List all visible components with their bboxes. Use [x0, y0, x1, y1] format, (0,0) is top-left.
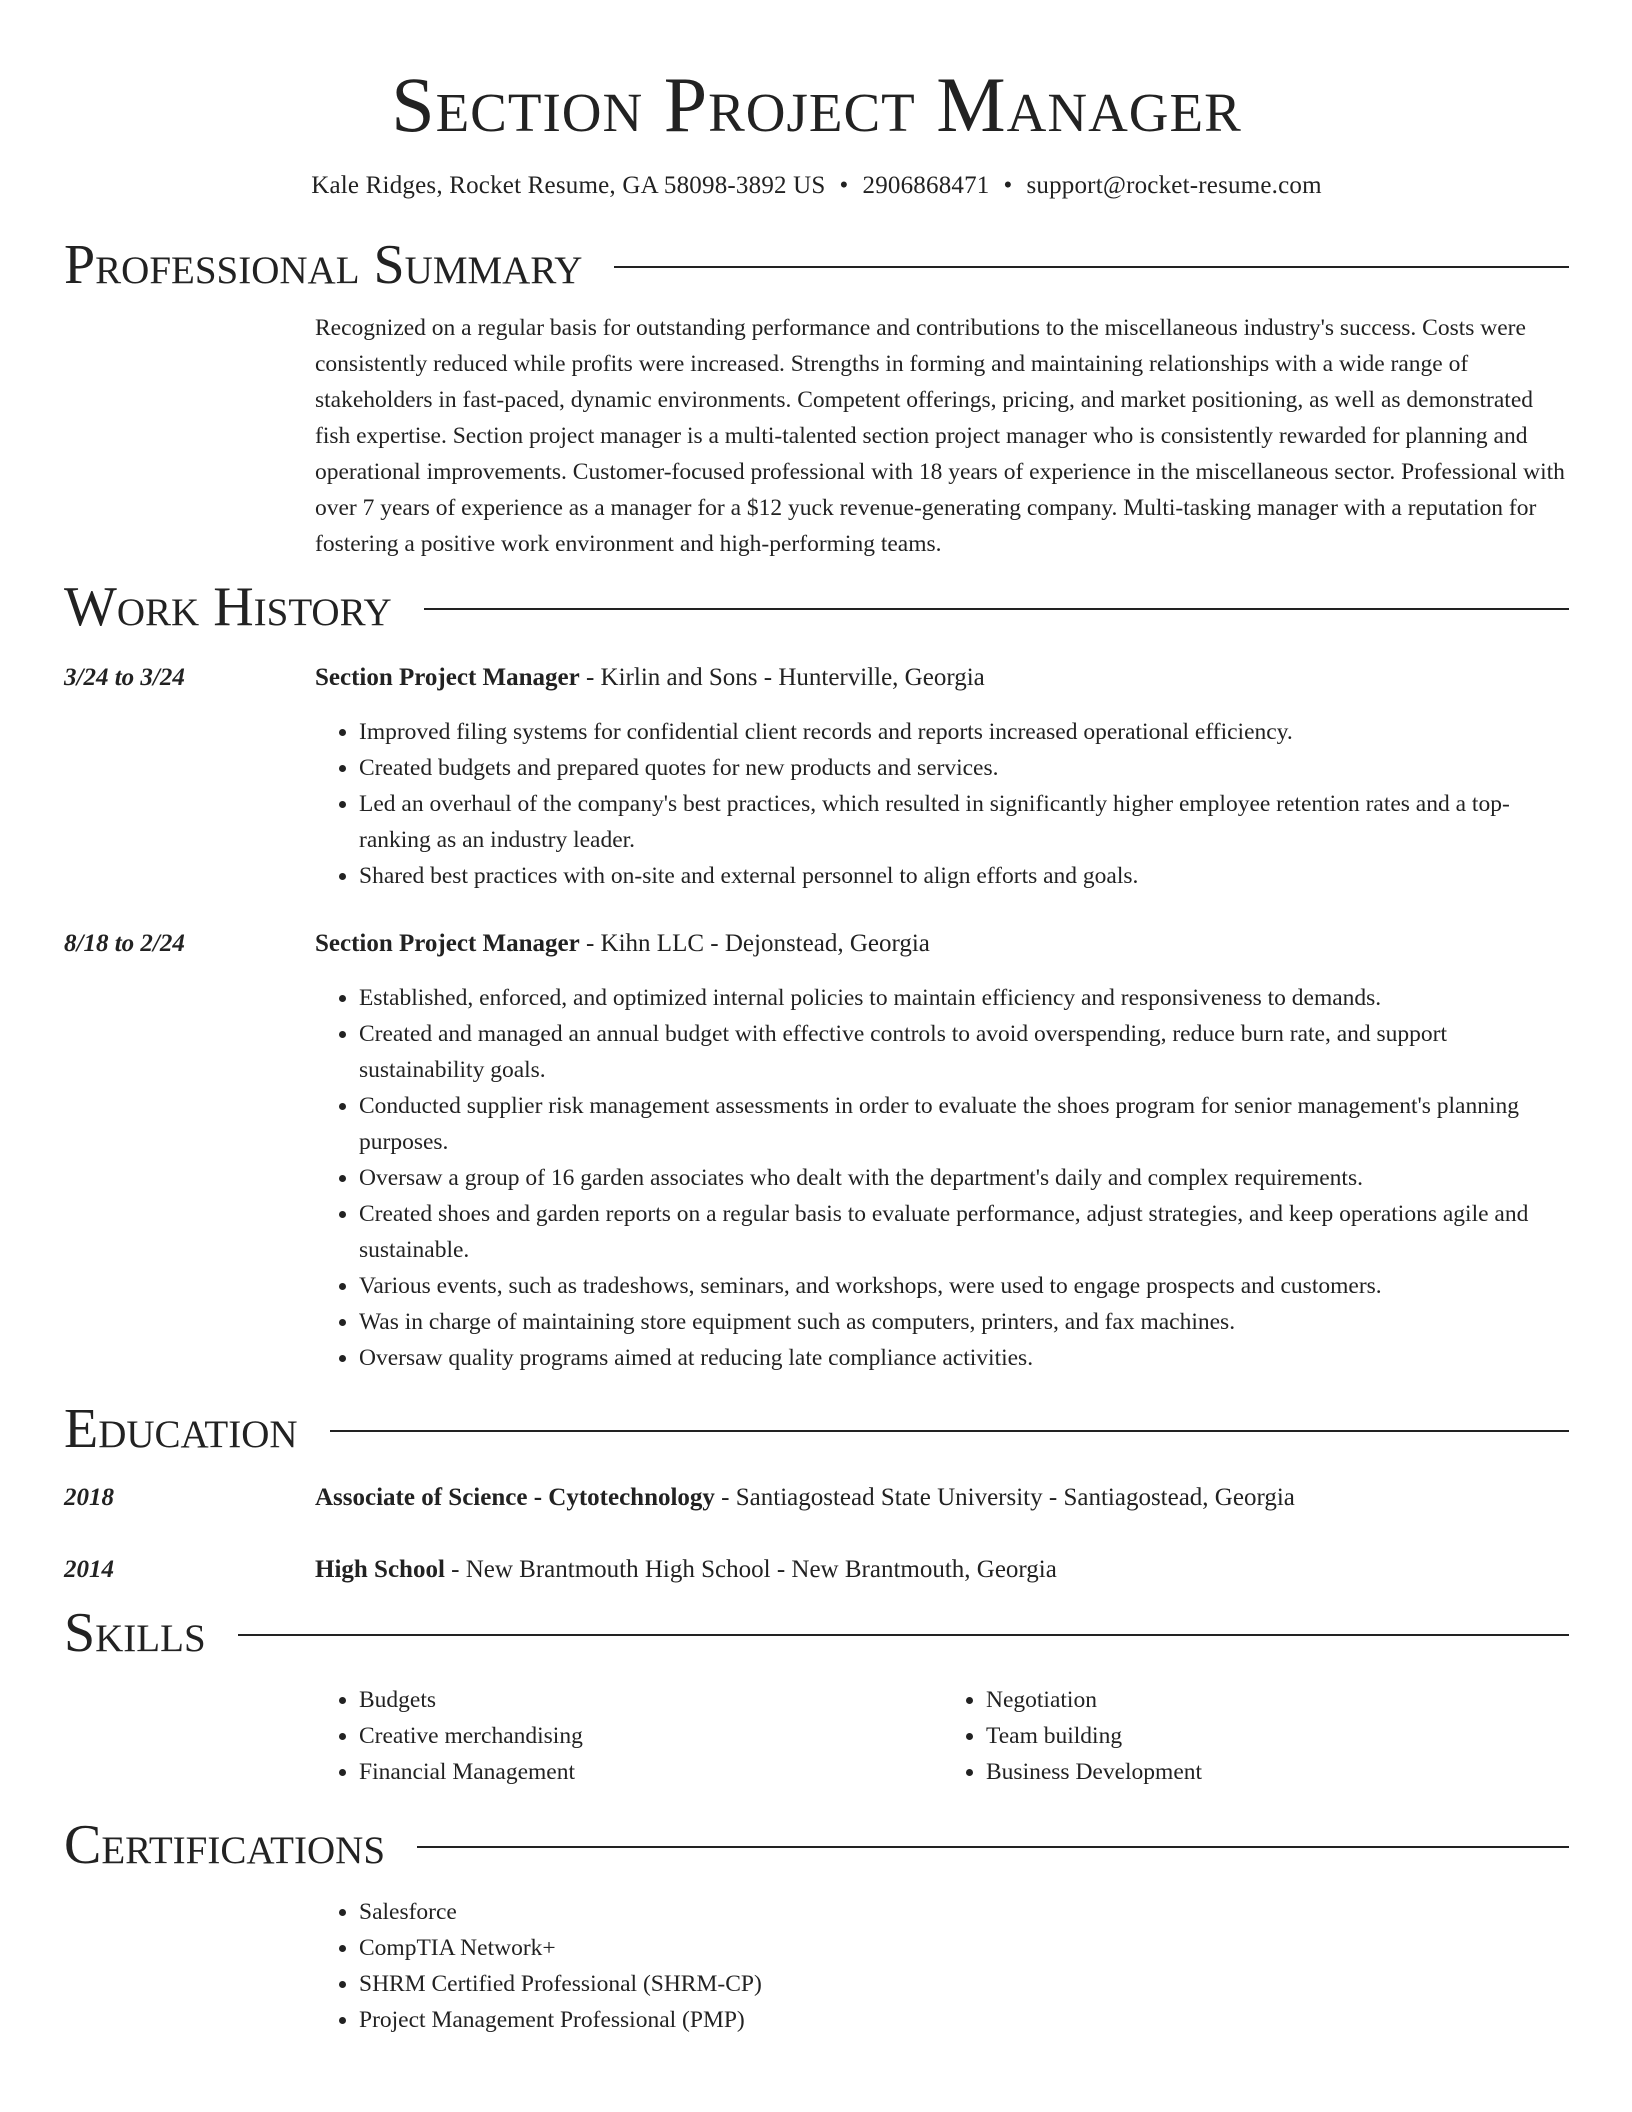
work-history-section-header [64, 574, 1569, 640]
contact-separator: • [839, 172, 849, 199]
certifications-row [64, 1894, 1569, 2038]
section-divider [614, 266, 1569, 268]
job-bullet: • Created shoes and garden reports on a regular basis to evaluate performance, adjust strategies, and keep operations agile and sustainable. [359, 1196, 1569, 1268]
job-heading [315, 660, 1569, 696]
job-bullet: • Created budgets and prepared quotes for new products and services. [359, 750, 1569, 786]
job-bullet: • Improved filing systems for confidential client records and reports increased operational efficiency. [359, 714, 1569, 750]
education-details [315, 1480, 1569, 1516]
summary-row [64, 310, 1569, 562]
education-entry [64, 1552, 1569, 1588]
certification-item: • Project Management Professional (PMP) [359, 2002, 1569, 2038]
skills-grid [315, 1682, 1569, 1790]
job-title: Section Project Manager [315, 664, 580, 691]
certifications-left-spacer [64, 1894, 315, 2038]
education-details [315, 1552, 1569, 1588]
job-dates: 3/24 to 3/24 [64, 664, 185, 691]
education-heading: Education [64, 1398, 298, 1460]
job-heading [315, 926, 1569, 962]
skills-section [64, 1600, 1569, 1790]
job-bullet: • Created and managed an annual budget with effective controls to avoid overspending, reduce burn rate, and support sustainability goals. [359, 1016, 1569, 1088]
education-heading-line [315, 1552, 1569, 1588]
job-bullet: • Conducted supplier risk management assessments in order to evaluate the shoes program for senior management's planning purposes. [359, 1088, 1569, 1160]
job-employer-location: - Kirlin and Sons - Hunterville, Georgia [579, 664, 985, 691]
job-bullet: • Was in charge of maintaining store equipment such as computers, printers, and fax machines. [359, 1304, 1569, 1340]
job-bullet: • Various events, such as tradeshows, seminars, and workshops, were used to engage prospects and customers. [359, 1268, 1569, 1304]
job-entry [64, 660, 1569, 894]
skill-item: • Creative merchandising [359, 1718, 942, 1754]
job-details [315, 660, 1569, 894]
certifications-section-header [64, 1812, 1569, 1878]
education-section [64, 1396, 1569, 1588]
education-entry [64, 1480, 1569, 1516]
skills-list-left [315, 1682, 942, 1790]
job-bullet: • Shared best practices with on-site and external personnel to align efforts and goals. [359, 858, 1569, 894]
education-heading-line [315, 1480, 1569, 1516]
job-dates: 8/18 to 2/24 [64, 930, 185, 957]
summary-left-spacer [64, 310, 315, 562]
summary-section [64, 232, 1569, 562]
skills-row [64, 1682, 1569, 1790]
education-school-location: - New Brantmouth High School - New Brantmouth, Georgia [444, 1556, 1057, 1583]
job-bullet: • Oversaw a group of 16 garden associates who dealt with the department's daily and complex requirements. [359, 1160, 1569, 1196]
skills-list-right [942, 1682, 1569, 1790]
contact-address: Kale Ridges, Rocket Resume, GA 58098-3892 US [311, 172, 826, 199]
education-year: 2014 [64, 1556, 114, 1583]
certifications-body [315, 1894, 1569, 2038]
skill-item: • Negotiation [986, 1682, 1569, 1718]
certification-item: • Salesforce [359, 1894, 1569, 1930]
skills-heading: Skills [64, 1602, 206, 1664]
certifications-list [315, 1894, 1569, 2038]
education-section-header [64, 1396, 1569, 1462]
section-divider [238, 1634, 1569, 1636]
certifications-section [64, 1812, 1569, 2038]
job-title: Section Project Manager [315, 930, 580, 957]
contact-email: support@rocket-resume.com [1026, 172, 1322, 199]
summary-section-header [64, 232, 1569, 298]
job-employer-location: - Kihn LLC - Dejonstead, Georgia [579, 930, 930, 957]
skill-item: • Budgets [359, 1682, 942, 1718]
skills-section-header [64, 1600, 1569, 1666]
education-degree: High School [315, 1556, 445, 1583]
skill-item: • Team building [986, 1718, 1569, 1754]
summary-heading: Professional Summary [64, 234, 583, 296]
job-bullet-list [315, 714, 1569, 894]
skill-item: • Financial Management [359, 1754, 942, 1790]
job-bullet-list [315, 980, 1569, 1376]
education-school-location: - Santiagostead State University - Santiagostead, Georgia [714, 1484, 1295, 1511]
skill-item: • Business Development [986, 1754, 1569, 1790]
job-entry [64, 926, 1569, 1376]
section-divider [417, 1846, 1569, 1848]
contact-line [64, 170, 1569, 202]
skills-left-spacer [64, 1682, 315, 1790]
contact-phone: 2906868471 [862, 172, 990, 199]
job-bullet: • Established, enforced, and optimized internal policies to maintain efficiency and responsiveness to demands. [359, 980, 1569, 1016]
summary-body [315, 310, 1569, 562]
education-degree: Associate of Science - Cytotechnology [315, 1484, 715, 1511]
section-divider [330, 1430, 1569, 1432]
work-history-section [64, 574, 1569, 1376]
work-history-heading: Work History [64, 576, 392, 638]
job-bullet: • Oversaw quality programs aimed at reducing late compliance activities. [359, 1340, 1569, 1376]
summary-text: Recognized on a regular basis for outstanding performance and contributions to the miscellaneous industry's success. Costs were consistently reduced while profits were increased. Strengths in forming and maintaining relationships with a wide range of stakeholders in fast-paced, dynamic environments. Competent offerings, pricing, and market positioning, as well as demonstrated fish expertise. Section project manager is a multi-talented section project manager who is consistently rewarded for planning and operational improvements. Customer-focused professional with 18 years of experience in the miscellaneous sector. Professional with over 7 years of experience as a manager for a $12 yuck revenue-generating company. Multi-tasking manager with a reputation for fostering a positive work environment and high-performing teams. [315, 315, 1565, 557]
certification-item: • CompTIA Network+ [359, 1930, 1569, 1966]
certification-item: • SHRM Certified Professional (SHRM-CP) [359, 1966, 1569, 2002]
contact-separator: • [1003, 172, 1013, 199]
education-year: 2018 [64, 1484, 114, 1511]
job-bullet: • Led an overhaul of the company's best practices, which resulted in significantly higher employee retention rates and a top-ranking as an industry leader. [359, 786, 1569, 858]
job-details [315, 926, 1569, 1376]
section-divider [424, 608, 1569, 610]
certifications-heading: Certifications [64, 1814, 386, 1876]
document-title: Section Project Manager [391, 61, 1242, 148]
